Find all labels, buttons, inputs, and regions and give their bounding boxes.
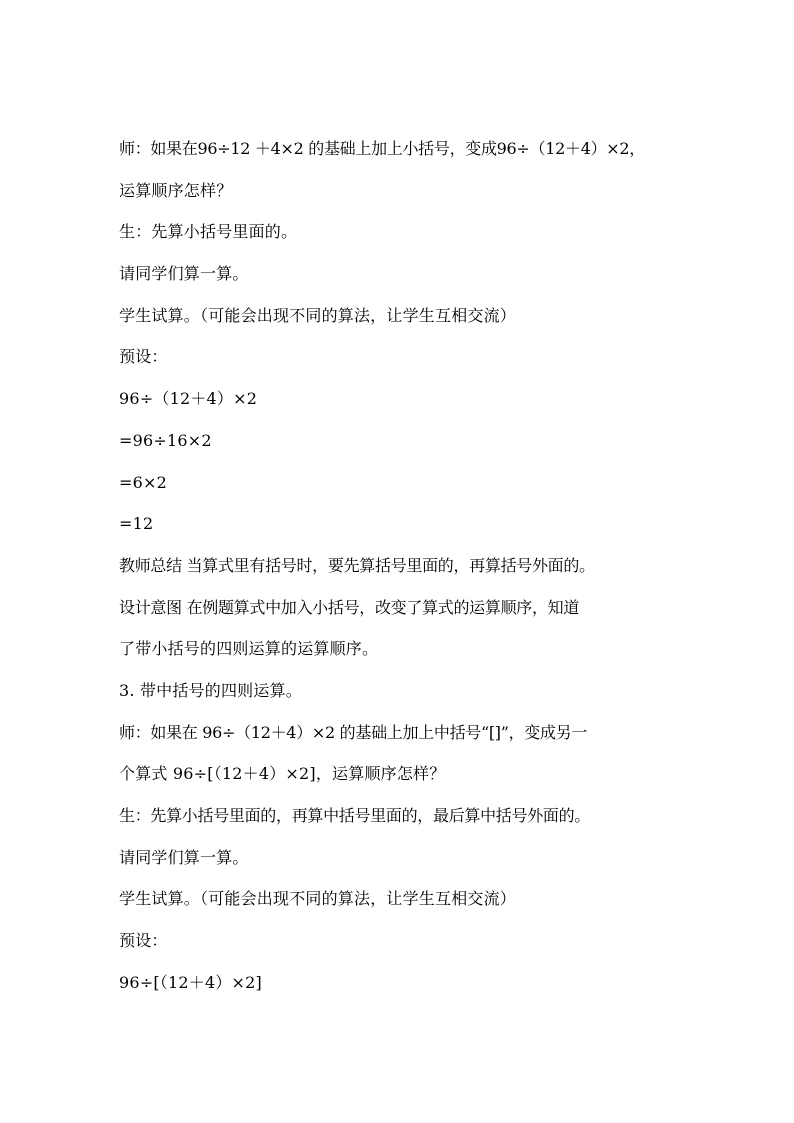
calc-expression-2: 96÷[（12＋4）×2] [119,972,262,992]
teacher-question-2-continued: 个算式 96÷[（12＋4）×2]，运算顺序怎样？ [119,764,446,784]
design-intent: 设计意图 在例题算式中加入小括号，改变了算式的运算顺序，知道 [119,597,580,617]
teacher-question-1: 师：如果在96÷12 ＋4×2 的基础上加上小括号，变成96÷（12＋4）×2， [119,139,645,158]
instruction-calculate-2: 请同学们算一算。 [119,847,249,867]
calc-step-4: =12 [119,514,154,534]
calc-step-3: =6×2 [119,472,167,492]
teacher-summary: 教师总结 当算式里有括号时，要先算括号里面的，再算括号外面的。 [119,555,595,575]
section-heading-3: 3. 带中括号的四则运算。 [119,680,302,700]
calc-step-2: =96÷16×2 [119,430,212,450]
preset-label-2: 预设： [119,931,168,951]
design-intent-continued: 了带小括号的四则运算的运算顺序。 [119,639,379,659]
calc-step-1: 96÷（12＋4）×2 [119,389,258,409]
student-answer-2: 生：先算小括号里面的，再算中括号里面的，最后算中括号外面的。 [119,806,591,825]
teacher-question-1-continued: 运算顺序怎样？ [119,180,233,200]
teacher-question-2: 师：如果在 96÷（12＋4）×2 的基础上加上中括号“[]”，变成另一 [119,722,588,742]
instruction-calculate-1: 请同学们算一算。 [119,264,249,284]
preset-label-1: 预设： [119,347,168,367]
student-answer-1: 生：先算小括号里面的。 [119,222,298,242]
document-body [119,128,679,1003]
student-trial-1: 学生试算。（可能会出现不同的算法，让学生互相交流） [119,305,517,325]
student-trial-2: 学生试算。（可能会出现不同的算法，让学生互相交流） [119,889,517,909]
